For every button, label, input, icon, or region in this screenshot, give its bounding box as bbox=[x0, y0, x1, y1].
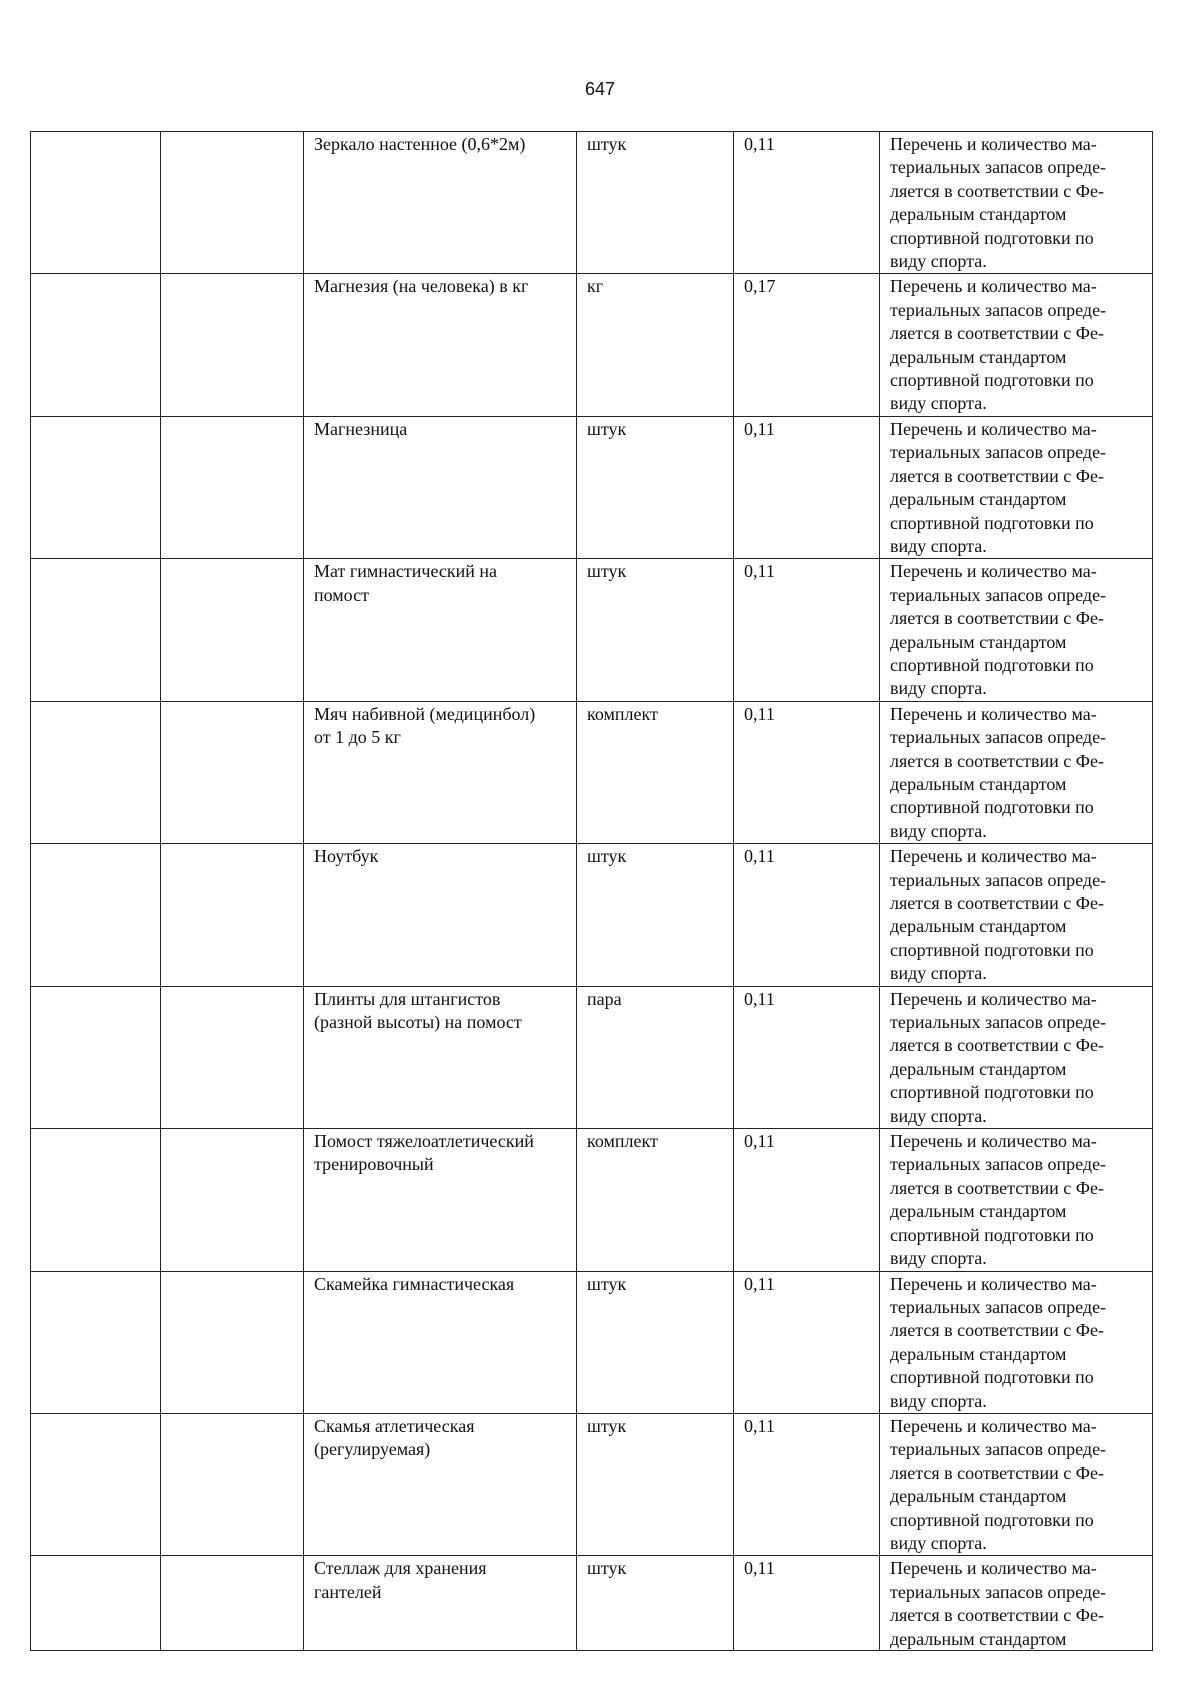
item-name-cell bbox=[304, 844, 577, 986]
unit-text: комплект bbox=[587, 703, 658, 724]
empty-cell-2 bbox=[161, 1413, 304, 1555]
unit-cell bbox=[577, 1129, 734, 1271]
quantity-text: 0,11 bbox=[744, 988, 775, 1009]
note-cell bbox=[880, 1129, 1153, 1271]
table-row bbox=[31, 559, 1153, 701]
note-cell bbox=[880, 274, 1153, 416]
item-name-text: Мат гимнастический на помост bbox=[314, 561, 498, 605]
table-row bbox=[31, 416, 1153, 558]
unit-text: штук bbox=[587, 561, 627, 582]
item-name-cell bbox=[304, 701, 577, 843]
unit-text: штук bbox=[587, 134, 627, 154]
quantity-text: 0,11 bbox=[744, 846, 775, 867]
empty-cell-1 bbox=[31, 274, 161, 416]
empty-cell-1 bbox=[31, 1413, 161, 1555]
empty-cell-2 bbox=[161, 274, 304, 416]
unit-cell bbox=[577, 986, 734, 1128]
table-row bbox=[31, 132, 1153, 274]
note-text: Перечень и количество ма- териальных запасов опреде- ляется в соответствии с Фе- деральным стандартом bbox=[890, 1558, 1107, 1649]
quantity-cell bbox=[734, 1556, 880, 1651]
quantity-cell bbox=[734, 132, 880, 274]
item-name-text: Помост тяжелоатлетический тренировочный bbox=[314, 1131, 534, 1175]
unit-cell bbox=[577, 1271, 734, 1413]
table-row bbox=[31, 274, 1153, 416]
item-name-cell bbox=[304, 274, 577, 416]
unit-text: штук bbox=[587, 418, 627, 439]
quantity-text: 0,11 bbox=[744, 134, 775, 154]
quantity-cell bbox=[734, 559, 880, 701]
equipment-table bbox=[30, 131, 1153, 1651]
quantity-cell bbox=[734, 1129, 880, 1271]
unit-cell bbox=[577, 844, 734, 986]
empty-cell-1 bbox=[31, 844, 161, 986]
unit-text: штук bbox=[587, 1415, 627, 1436]
note-text: Перечень и количество ма- териальных запасов опреде- ляется в соответствии с Фе- деральным стандартом спортивной подготовки по виду спорта. bbox=[890, 276, 1107, 414]
item-name-text: Мяч набивной (медицинбол) от 1 до 5 кг bbox=[314, 703, 536, 748]
empty-cell-2 bbox=[161, 1271, 304, 1413]
quantity-text: 0,11 bbox=[744, 561, 775, 582]
item-name-text: Скамейка гимнастическая bbox=[314, 1273, 515, 1294]
note-cell bbox=[880, 132, 1153, 274]
quantity-text: 0,11 bbox=[744, 1415, 775, 1436]
unit-cell bbox=[577, 1556, 734, 1651]
item-name-text: Скамья атлетическая (регулируемая) bbox=[314, 1415, 475, 1460]
empty-cell-2 bbox=[161, 559, 304, 701]
unit-text: штук bbox=[587, 1273, 627, 1294]
quantity-text: 0,11 bbox=[744, 1131, 775, 1152]
empty-cell-1 bbox=[31, 1556, 161, 1651]
empty-cell-2 bbox=[161, 416, 304, 558]
page-number: 647 bbox=[584, 79, 616, 99]
note-text: Перечень и количество ма- териальных запасов опреде- ляется в соответствии с Фе- деральным стандартом спортивной подготовки по виду спорта. bbox=[890, 1415, 1107, 1553]
table-row bbox=[31, 1129, 1153, 1271]
item-name-cell bbox=[304, 1271, 577, 1413]
item-name-cell bbox=[304, 132, 577, 274]
unit-cell bbox=[577, 416, 734, 558]
unit-text: штук bbox=[587, 846, 627, 867]
item-name-text: Зеркало настенное (0,6*2м) bbox=[314, 134, 526, 154]
note-text: Перечень и количество ма- териальных запасов опреде- ляется в соответствии с Фе- деральным стандартом спортивной подготовки по виду спорта. bbox=[890, 703, 1107, 841]
note-text: Перечень и количество ма- териальных запасов опреде- ляется в соответствии с Фе- деральным стандартом спортивной подготовки по виду спорта. bbox=[890, 134, 1107, 272]
item-name-cell bbox=[304, 1129, 577, 1271]
item-name-text: Магнезия (на человека) в кг bbox=[314, 276, 529, 297]
unit-cell bbox=[577, 1413, 734, 1555]
empty-cell-1 bbox=[31, 559, 161, 701]
note-cell bbox=[880, 701, 1153, 843]
note-text: Перечень и количество ма- териальных запасов опреде- ляется в соответствии с Фе- деральным стандартом спортивной подготовки по виду спорта. bbox=[890, 1273, 1107, 1411]
quantity-cell bbox=[734, 274, 880, 416]
note-cell bbox=[880, 559, 1153, 701]
table-row bbox=[31, 1413, 1153, 1555]
quantity-text: 0,11 bbox=[744, 1558, 775, 1579]
empty-cell-1 bbox=[31, 701, 161, 843]
quantity-cell bbox=[734, 701, 880, 843]
empty-cell-2 bbox=[161, 844, 304, 986]
quantity-text: 0,11 bbox=[744, 703, 775, 724]
empty-cell-1 bbox=[31, 132, 161, 274]
note-text: Перечень и количество ма- териальных запасов опреде- ляется в соответствии с Фе- деральным стандартом спортивной подготовки по виду спорта. bbox=[890, 846, 1107, 984]
note-cell bbox=[880, 1556, 1153, 1651]
empty-cell-2 bbox=[161, 1556, 304, 1651]
unit-cell bbox=[577, 274, 734, 416]
quantity-text: 0,11 bbox=[744, 418, 775, 439]
quantity-cell bbox=[734, 986, 880, 1128]
empty-cell-2 bbox=[161, 132, 304, 274]
empty-cell-1 bbox=[31, 1129, 161, 1271]
item-name-text: Плинты для штангистов (разной высоты) на помост bbox=[314, 988, 522, 1033]
note-cell bbox=[880, 416, 1153, 558]
table-row bbox=[31, 844, 1153, 986]
empty-cell-1 bbox=[31, 1271, 161, 1413]
item-name-cell bbox=[304, 986, 577, 1128]
quantity-cell bbox=[734, 844, 880, 986]
unit-text: комплект bbox=[587, 1131, 658, 1152]
unit-cell bbox=[577, 559, 734, 701]
empty-cell-2 bbox=[161, 1129, 304, 1271]
item-name-cell bbox=[304, 416, 577, 558]
note-cell bbox=[880, 1271, 1153, 1413]
quantity-cell bbox=[734, 1413, 880, 1555]
empty-cell-2 bbox=[161, 701, 304, 843]
note-text: Перечень и количество ма- териальных запасов опреде- ляется в соответствии с Фе- деральным стандартом спортивной подготовки по виду спорта. bbox=[890, 418, 1107, 556]
item-name-text: Ноутбук bbox=[314, 846, 379, 867]
item-name-cell bbox=[304, 1413, 577, 1555]
item-name-cell bbox=[304, 559, 577, 701]
note-text: Перечень и количество ма- териальных запасов опреде- ляется в соответствии с Фе- деральным стандартом спортивной подготовки по виду спорта. bbox=[890, 561, 1107, 699]
table-row bbox=[31, 1556, 1153, 1651]
unit-text: штук bbox=[587, 1558, 627, 1579]
table-row bbox=[31, 986, 1153, 1128]
unit-text: кг bbox=[587, 276, 604, 297]
unit-cell bbox=[577, 701, 734, 843]
quantity-text: 0,17 bbox=[744, 276, 776, 297]
note-cell bbox=[880, 986, 1153, 1128]
note-cell bbox=[880, 844, 1153, 986]
table-row bbox=[31, 701, 1153, 843]
empty-cell-1 bbox=[31, 986, 161, 1128]
table-row bbox=[31, 1271, 1153, 1413]
item-name-text: Стеллаж для хранения гантелей bbox=[314, 1558, 487, 1602]
quantity-text: 0,11 bbox=[744, 1273, 775, 1294]
empty-cell-1 bbox=[31, 416, 161, 558]
unit-cell bbox=[577, 132, 734, 274]
unit-text: пара bbox=[587, 988, 622, 1009]
note-cell bbox=[880, 1413, 1153, 1555]
quantity-cell bbox=[734, 416, 880, 558]
note-text: Перечень и количество ма- териальных запасов опреде- ляется в соответствии с Фе- деральным стандартом спортивной подготовки по виду спорта. bbox=[890, 1131, 1107, 1269]
item-name-cell bbox=[304, 1556, 577, 1651]
quantity-cell bbox=[734, 1271, 880, 1413]
table-body bbox=[31, 132, 1153, 1651]
note-text: Перечень и количество ма- териальных запасов опреде- ляется в соответствии с Фе- деральным стандартом спортивной подготовки по виду спорта. bbox=[890, 988, 1107, 1126]
empty-cell-2 bbox=[161, 986, 304, 1128]
item-name-text: Магнезница bbox=[314, 418, 408, 439]
